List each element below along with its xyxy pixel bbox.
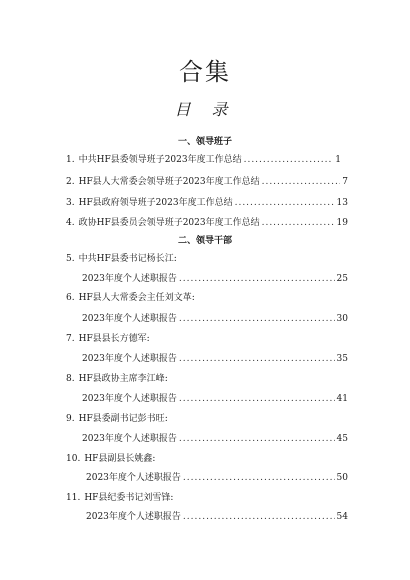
- section-heading-leading-cadres: 二、领导干部: [177, 236, 232, 246]
- toc-entry-subtitle: 2023年度个人述职报告: [82, 434, 177, 444]
- toc-leader-dots: [179, 433, 335, 445]
- toc-entry[interactable]: [86, 511, 348, 523]
- toc-entry-title: HF县纪委书记刘雪锋:: [84, 493, 174, 503]
- toc-entry[interactable]: [82, 393, 348, 405]
- toc-entry-number: 8.: [66, 374, 75, 384]
- toc-entry-title: HF县县长方德军:: [78, 334, 150, 344]
- toc-entry-subtitle: 2023年度个人述职报告: [82, 314, 177, 324]
- section-heading-leadership-teams: 一、领导班子: [177, 137, 232, 147]
- toc-entry-number: 1.: [66, 155, 75, 165]
- toc-entry-page: 41: [336, 394, 348, 404]
- toc-entry-page: 54: [336, 512, 348, 522]
- toc-leader-dots: [179, 313, 335, 325]
- toc-entry-title: 政协HF县委员会领导班子2023年度工作总结: [78, 218, 260, 228]
- toc-leader-dots: [179, 273, 335, 285]
- toc-entry-title: HF县政协主席李江峰:: [78, 374, 168, 384]
- toc-entry-subtitle: 2023年度个人述职报告: [82, 394, 177, 404]
- document-title: 合集: [179, 58, 231, 86]
- toc-entry[interactable]: [82, 433, 348, 445]
- toc-entry[interactable]: [86, 472, 348, 484]
- toc-entry-number: 7.: [66, 334, 75, 344]
- toc-entry[interactable]: [66, 217, 348, 229]
- toc-entry-page: 13: [336, 198, 348, 208]
- toc-entry-page: 50: [336, 473, 348, 483]
- toc-entry-page: 19: [336, 218, 348, 228]
- toc-entry-number: 2.: [66, 177, 75, 187]
- toc-entry-number: 5.: [66, 254, 75, 264]
- toc-entry-page: 30: [336, 314, 348, 324]
- toc-leader-dots: [179, 393, 335, 405]
- toc-entry-title: 中共HF县委领导班子2023年度工作总结: [78, 155, 242, 165]
- toc-leader-dots: [235, 197, 335, 209]
- toc-entry[interactable]: [66, 154, 341, 166]
- toc-entry[interactable]: [82, 353, 348, 365]
- toc-entry-heading[interactable]: [66, 453, 348, 465]
- toc-entry-page: 1: [335, 155, 341, 165]
- toc-entry-heading[interactable]: [66, 292, 348, 304]
- toc-entry[interactable]: [82, 273, 348, 285]
- toc-entry-subtitle: 2023年度个人述职报告: [82, 354, 177, 364]
- toc-entry-title: HF县委副书记彭书旺:: [78, 414, 168, 424]
- toc-entry-title: HF县副县长姚鑫:: [84, 454, 156, 464]
- toc-entry-heading[interactable]: [66, 253, 348, 265]
- toc-title: 目 录: [174, 100, 236, 119]
- toc-entry-page: 45: [336, 434, 348, 444]
- toc-entry-title: HF县人大常委会领导班子2023年度工作总结: [78, 177, 260, 187]
- toc-entry-subtitle: 2023年度个人述职报告: [82, 274, 177, 284]
- toc-entry-page: 25: [336, 274, 348, 284]
- toc-entry-number: 6.: [66, 293, 75, 303]
- toc-entry-subtitle: 2023年度个人述职报告: [86, 512, 181, 522]
- toc-entry-title: 中共HF县委书记杨长江:: [78, 254, 177, 264]
- toc-entry-heading[interactable]: [66, 492, 348, 504]
- toc-leader-dots: [262, 217, 335, 229]
- toc-leader-dots: [262, 176, 341, 188]
- toc-entry-subtitle: 2023年度个人述职报告: [86, 473, 181, 483]
- toc-entry-number: 4.: [66, 218, 75, 228]
- toc-entry[interactable]: [82, 313, 348, 325]
- toc-entry-page: 7: [342, 177, 348, 187]
- toc-entry[interactable]: [66, 197, 348, 209]
- toc-entry[interactable]: [66, 176, 348, 188]
- toc-entry-page: 35: [336, 354, 348, 364]
- toc-entry-heading[interactable]: [66, 413, 348, 425]
- toc-entry-number: 9.: [66, 414, 75, 424]
- toc-entry-heading[interactable]: [66, 373, 348, 385]
- toc-leader-dots: [244, 154, 334, 166]
- toc-entry-number: 11.: [66, 493, 81, 503]
- toc-entry-number: 10.: [66, 454, 81, 464]
- toc-leader-dots: [183, 511, 335, 523]
- toc-entry-title: HF县人大常委会主任刘文革:: [78, 293, 195, 303]
- toc-entry-title: HF县政府领导班子2023年度工作总结: [78, 198, 233, 208]
- toc-entry-number: 3.: [66, 198, 75, 208]
- toc-leader-dots: [183, 472, 335, 484]
- toc-leader-dots: [179, 353, 335, 365]
- toc-entry-heading[interactable]: [66, 333, 348, 345]
